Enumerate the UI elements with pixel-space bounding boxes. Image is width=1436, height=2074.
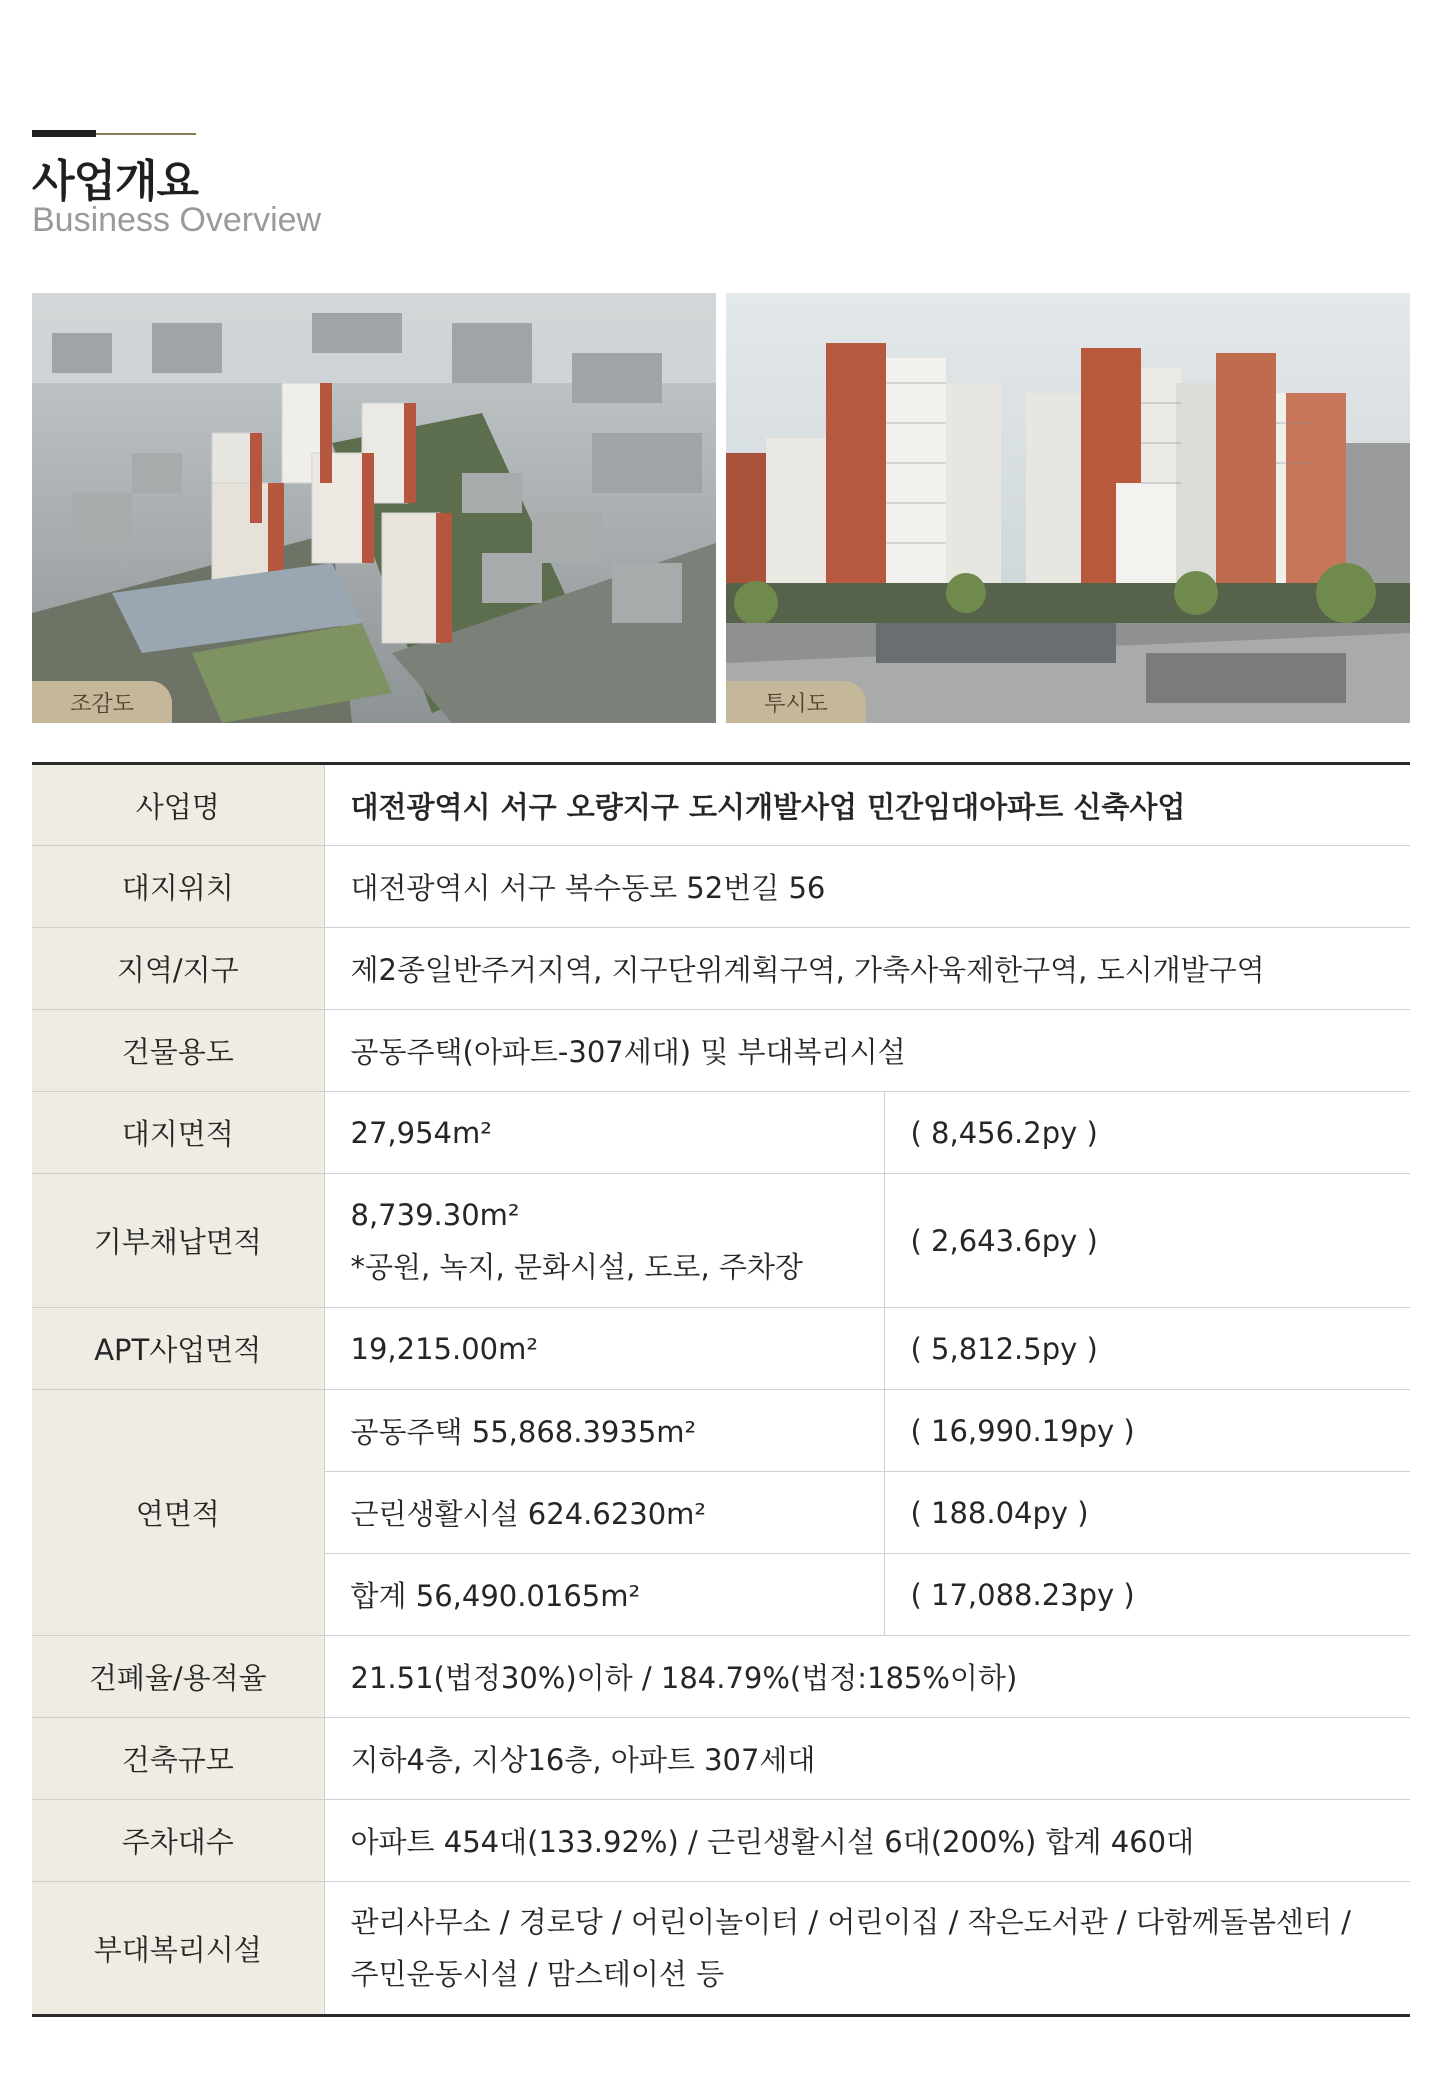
table-row: [32, 1636, 1410, 1718]
accent-gold-line: [96, 133, 196, 135]
table-row: [32, 1174, 1410, 1308]
facilities-cell: [324, 1882, 1410, 2016]
site-area-py: ( 8,456.2py ): [884, 1092, 1410, 1174]
gross-area-retail-value: 근린생활시설 624.6230m²: [324, 1472, 884, 1554]
business-name-value: 대전광역시 서구 오량지구 도시개발사업 민간임대아파트 신축사업: [324, 764, 1410, 846]
table-row: [32, 1308, 1410, 1390]
aerial-view-illustration: [32, 293, 716, 723]
ratio-label: 건폐율/용적율: [32, 1636, 324, 1718]
gross-area-label: 연면적: [32, 1390, 324, 1636]
aerial-view-image: [32, 293, 716, 723]
business-name-label: 사업명: [32, 764, 324, 846]
facilities-line-1: 관리사무소 / 경로당 / 어린이놀이터 / 어린이집 / 작은도서관 / 다함께돌봄센터 /: [350, 1905, 1351, 1939]
table-row: [32, 1092, 1410, 1174]
gross-area-retail-py: ( 188.04py ): [884, 1472, 1410, 1554]
title-accent-line: [32, 130, 196, 137]
donation-area-cell: [324, 1174, 884, 1308]
gross-area-total-py: ( 17,088.23py ): [884, 1554, 1410, 1636]
donation-area-note: *공원, 녹지, 문화시설, 도로, 주차장: [350, 1249, 803, 1284]
table-row: [32, 764, 1410, 846]
facilities-label: 부대복리시설: [32, 1882, 324, 2016]
building-use-value: 공동주택(아파트-307세대) 및 부대복리시설: [324, 1010, 1410, 1092]
table-row: [32, 1010, 1410, 1092]
zone-label: 지역/지구: [32, 928, 324, 1010]
perspective-view-image: [726, 293, 1410, 723]
parking-value: 아파트 454대(133.92%) / 근린생활시설 6대(200%) 합계 460대: [324, 1800, 1410, 1882]
parking-label: 주차대수: [32, 1800, 324, 1882]
site-location-value: 대전광역시 서구 복수동로 52번길 56: [324, 846, 1410, 928]
apt-area-label: APT사업면적: [32, 1308, 324, 1390]
ratio-value: 21.51(법정30%)이하 / 184.79%(법정:185%이하): [324, 1636, 1410, 1718]
site-area-value: 27,954m²: [324, 1092, 884, 1174]
donation-area-label: 기부채납면적: [32, 1174, 324, 1308]
site-area-label: 대지면적: [32, 1092, 324, 1174]
table-row: [32, 846, 1410, 928]
apt-area-value: 19,215.00m²: [324, 1308, 884, 1390]
business-overview-table: [32, 762, 1410, 2017]
facilities-line-2: 주민운동시설 / 맘스테이션 등: [350, 1957, 725, 1991]
zone-value: 제2종일반주거지역, 지구단위계획구역, 가축사육제한구역, 도시개발구역: [324, 928, 1410, 1010]
site-location-label: 대지위치: [32, 846, 324, 928]
perspective-view-illustration: [726, 293, 1410, 723]
gross-area-total-value: 합계 56,490.0165m²: [324, 1554, 884, 1636]
table-row: [32, 1882, 1410, 2016]
building-use-label: 건물용도: [32, 1010, 324, 1092]
page-title: 사업개요: [32, 156, 199, 207]
scale-value: 지하4층, 지상16층, 아파트 307세대: [324, 1718, 1410, 1800]
table-row: [32, 1718, 1410, 1800]
table-row: [32, 1800, 1410, 1882]
gross-area-housing-value: 공동주택 55,868.3935m²: [324, 1390, 884, 1472]
table-row: [32, 1390, 1410, 1472]
page-subtitle: Business Overview: [32, 201, 322, 239]
aerial-view-caption: 조감도: [32, 681, 172, 723]
scale-label: 건축규모: [32, 1718, 324, 1800]
donation-area-value: 8,739.30m²: [350, 1197, 520, 1232]
accent-dark-bar: [32, 130, 96, 137]
donation-area-py: ( 2,643.6py ): [884, 1174, 1410, 1308]
apt-area-py: ( 5,812.5py ): [884, 1308, 1410, 1390]
table-row: [32, 928, 1410, 1010]
perspective-view-caption: 투시도: [726, 681, 866, 723]
gross-area-housing-py: ( 16,990.19py ): [884, 1390, 1410, 1472]
